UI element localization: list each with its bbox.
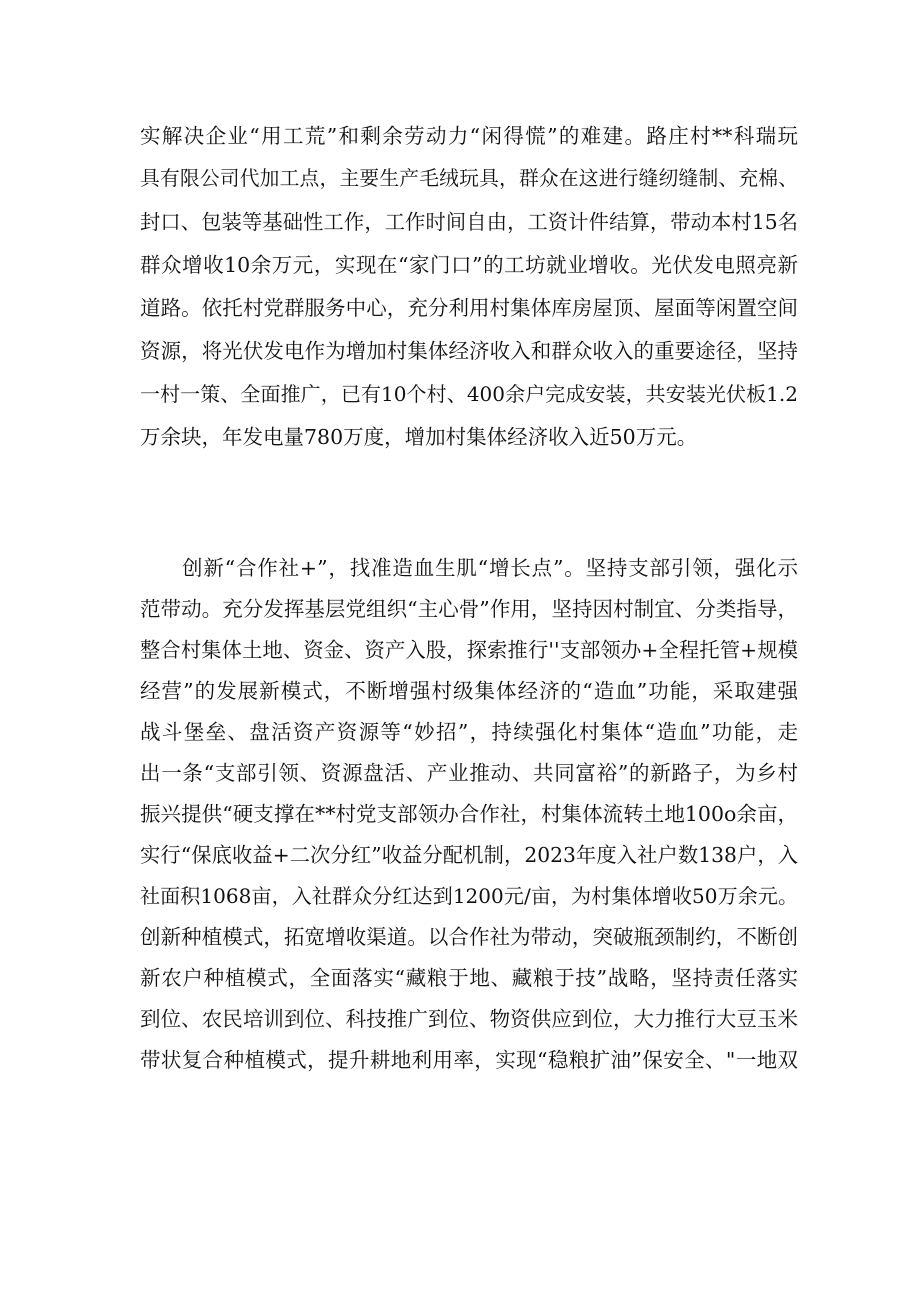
text-line: 到位、农民培训到位、科技推广到位、物资供应到位，大力推行大豆玉米: [140, 1007, 798, 1031]
text-line: 振兴提供“硬支撑在**村党支部领办合作社，村集体流转土地100o余亩，: [140, 802, 798, 826]
text-line: 创新种植模式，拓宽增收渠道。以合作社为带动，突破瓶颈制约，不断创: [140, 925, 798, 949]
text-line: 社面积1068亩，入社群众分红达到1200元/亩，为村集体增收50万余元。: [140, 884, 798, 908]
text-line: 具有限公司代加工点，主要生产毛绒玩具，群众在这进行缝纫缝制、充棉、: [140, 167, 798, 190]
text-line: 带状复合种植模式，提升耕地利用率，实现“稳粮扩油”保安全、"一地双: [140, 1048, 798, 1072]
text-line: 新农户种植模式，全面落实“藏粮于地、藏粮于技”战略，坚持责任落实: [140, 966, 798, 990]
text-line: 整合村集体土地、资金、资产入股，探索推行''支部领办+全程托管+规模: [140, 638, 798, 662]
text-line: 创新“合作社+”，找准造血生肌“增长点”。坚持支部引领，强化示: [182, 556, 798, 580]
text-line: 出一条“支部引领、资源盘活、产业推动、共同富裕”的新路子，为乡村: [140, 761, 798, 785]
text-line: 万余块，年发电量780万度，增加村集体经济收入近50万元。: [140, 425, 698, 449]
text-line: 封口、包装等基础性工作，工作时间自由，工资计件结算，带动本村15名: [140, 210, 798, 234]
text-line: 资源，将光伏发电作为增加村集体经济收入和群众收入的重要途径，坚持: [140, 339, 798, 363]
text-line: 道路。依托村党群服务中心，充分利用村集体库房屋顶、屋面等闲置空间: [140, 296, 798, 320]
text-line: 经营”的发展新模式，不断增强村级集体经济的“造血”功能，采取建强: [140, 679, 798, 703]
text-line: 实行“保底收益+二次分红”收益分配机制，2023年度入社户数138户，入: [140, 843, 798, 867]
text-line: 战斗堡垒、盘活资产资源等“妙招”，持续强化村集体“造血”功能，走: [140, 720, 798, 744]
text-line: 一村一策、全面推广，已有10个村、400余户完成安装，共安装光伏板1.2: [140, 382, 798, 406]
text-line: 范带动。充分发挥基层党组织“主心骨”作用，坚持因村制宜、分类指导，: [140, 597, 798, 621]
text-line: 群众增收10余万元，实现在“家门口”的工坊就业增收。光伏发电照亮新: [140, 253, 798, 277]
text-line: 实解决企业“用工荒”和剩余劳动力“闲得慌”的难建。路庄村**科瑞玩: [140, 124, 798, 148]
